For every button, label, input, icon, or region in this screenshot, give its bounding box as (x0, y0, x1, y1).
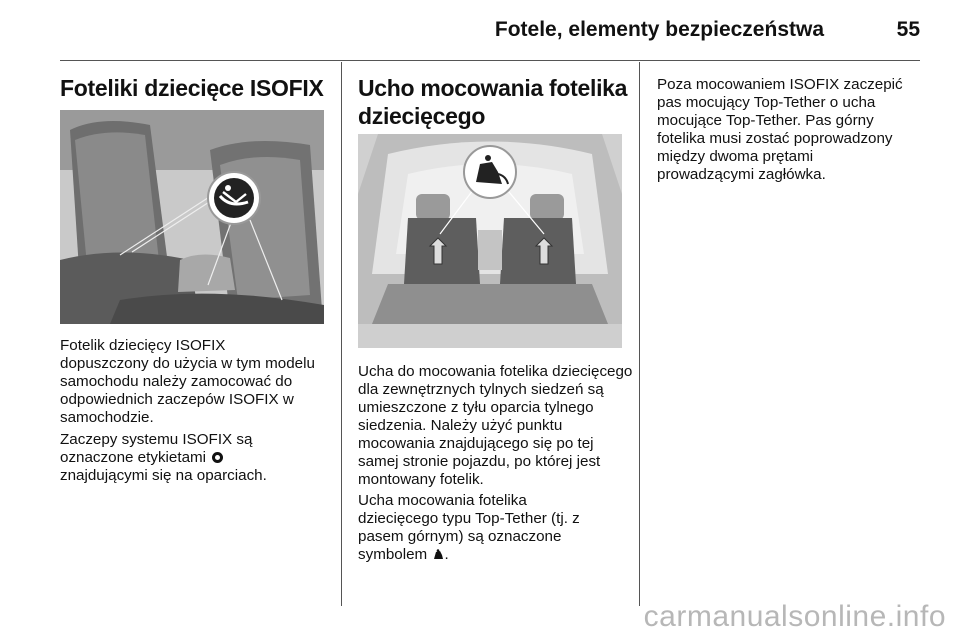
isofix-symbol-icon (212, 452, 223, 463)
top-tether-symbol-icon (433, 549, 444, 560)
column-divider-1 (341, 62, 342, 606)
isofix-paragraph-1: Fotelik dziecięcy ISOFIX dopuszczony do użycia w tym modelu samochodu należy zamocować do odpowiednich zaczepów ISOFIX w samochodzie. (60, 337, 315, 426)
isofix-seat-illustration (60, 110, 324, 324)
page-number: 55 (896, 18, 920, 41)
column-divider-2 (639, 62, 640, 606)
isofix-seat-photo (60, 110, 324, 324)
page-header (60, 18, 920, 46)
top-tether-trunk-photo (358, 134, 622, 348)
top-tether-paragraph-1: Ucha do mocowania fotelika dziecięcego dla zewnętrznych tylnych siedzeń są umieszczone z tyłu oparcia tylnego siedzenia. Należy użyć punktu mocowania znajdującego się po tej samej stronie pojazdu, po której jest montowany fotelik. (358, 363, 633, 488)
top-tether-heading: Ucho mocowania fotelika dziecięcego (358, 75, 628, 129)
isofix-paragraph-2: Zaczepy systemu ISOFIX są oznaczone etykietami znajdującymi się na oparciach. (60, 431, 267, 484)
watermark: carmanualsonline.info (643, 600, 946, 633)
top-tether-paragraph-2: Ucha mocowania fotelika dziecięcego typu Top-Tether (tj. z pasem górnym) są oznaczone symbolem . (358, 492, 580, 563)
trunk-illustration (358, 134, 622, 348)
header-rule (60, 60, 920, 61)
section-title: Fotele, elementy bezpieczeństwa (494, 18, 824, 41)
isofix-heading: Foteliki dziecięce ISOFIX (60, 75, 324, 101)
top-tether-paragraph-3: Poza mocowaniem ISOFIX zaczepić pas mocujący Top-Tether o ucha mocujące Top-Tether. Pas górny fotelika musi zostać poprowadzony między dwoma prętami prowadzącymi zagłówka. (657, 76, 903, 183)
